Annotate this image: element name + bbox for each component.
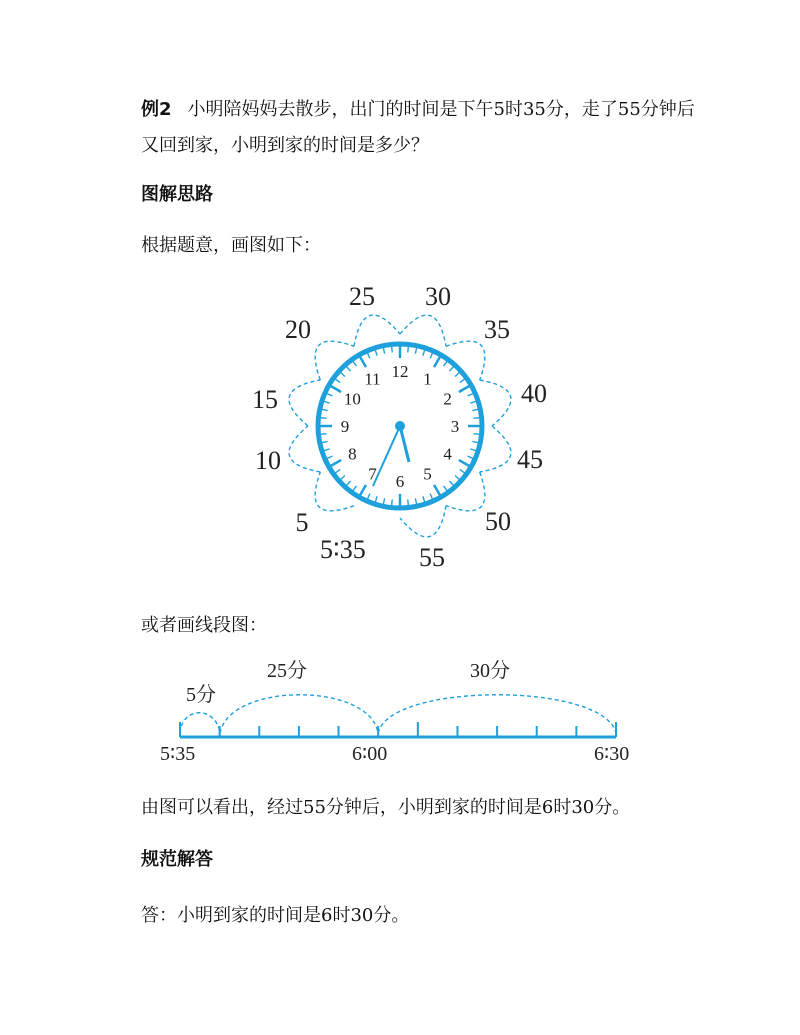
minor-tick [430, 494, 432, 499]
example-label: 例2 [141, 99, 172, 120]
minor-tick [392, 500, 393, 506]
minor-tick [474, 418, 480, 419]
minor-tick [383, 498, 384, 504]
minor-tick [460, 379, 465, 383]
section-title-standard-answer: 规范解答 [141, 849, 213, 870]
arc-5min [180, 713, 220, 733]
minute-arc [480, 426, 511, 472]
hour-number: 11 [364, 369, 381, 389]
hour-number: 8 [348, 444, 357, 464]
minor-tick [322, 441, 328, 442]
minute-arc [400, 506, 446, 537]
minor-tick [353, 361, 357, 366]
segment-diagram [160, 659, 629, 765]
minor-tick [346, 481, 350, 485]
major-tick [360, 357, 366, 367]
section-title-diagram-approach: 图解思路 [141, 184, 213, 205]
clock-center [395, 421, 405, 431]
minor-tick [320, 418, 326, 419]
minute-arc [289, 426, 320, 472]
timeline-ticks [180, 722, 616, 737]
minor-tick [335, 469, 340, 473]
minor-tick [375, 350, 377, 356]
minute-label: 55 [419, 543, 445, 572]
minor-tick [455, 372, 459, 376]
major-tick [331, 460, 341, 466]
hour-number: 9 [340, 417, 350, 436]
minute-label: 45 [517, 445, 543, 474]
hour-number: 6 [395, 472, 405, 491]
start-time-label: 5∶35 [320, 535, 366, 564]
clock-diagram [252, 282, 547, 572]
minor-tick [423, 350, 425, 356]
minor-tick [472, 409, 478, 410]
minor-tick [415, 348, 416, 354]
major-tick [459, 386, 469, 392]
minor-tick [430, 353, 432, 358]
hour-number: 5 [423, 464, 432, 484]
arc-label-5min: 5分 [186, 684, 216, 706]
answer-text: 答：小明到家的时间是6时30分。 [141, 905, 410, 926]
minor-tick [383, 348, 384, 354]
hour-number: 3 [450, 417, 460, 436]
hour-number: 12 [391, 362, 409, 381]
hour-number: 4 [443, 444, 452, 464]
major-tick [434, 357, 440, 367]
minute-arc [400, 315, 446, 346]
minor-tick [327, 456, 332, 458]
major-tick [331, 386, 341, 392]
arc-label-25min: 25分 [267, 660, 307, 682]
minor-tick [455, 476, 459, 480]
minute-label: 25 [349, 282, 375, 311]
hour-number: 7 [368, 464, 377, 484]
tick-label-535: 5∶35 [160, 743, 196, 765]
minute-label: 50 [485, 507, 511, 536]
hour-number: 1 [423, 369, 432, 389]
minute-label: 35 [484, 315, 510, 344]
minute-label: 40 [521, 379, 547, 408]
major-tick [360, 485, 366, 495]
minor-tick [423, 496, 425, 502]
hour-number: 2 [443, 389, 452, 409]
minor-tick [450, 481, 454, 485]
arc-label-30min: 30分 [470, 660, 510, 682]
minor-tick [443, 361, 447, 366]
minute-label: 10 [255, 446, 281, 475]
minor-tick [324, 449, 330, 451]
minor-tick [415, 498, 416, 504]
minor-tick [472, 441, 478, 442]
minute-label: 30 [425, 282, 451, 311]
tick-label-630: 6∶30 [594, 743, 630, 765]
minor-tick [324, 401, 330, 403]
minor-tick [408, 346, 409, 352]
minor-tick [335, 379, 340, 383]
alt-text: 或者画线段图： [141, 615, 267, 636]
minor-tick [460, 469, 465, 473]
minor-tick [470, 401, 476, 403]
intro-text: 根据题意，画图如下： [141, 235, 321, 256]
hour-number: 10 [343, 389, 361, 409]
minute-arc [480, 380, 511, 426]
minor-tick [327, 393, 332, 395]
minor-tick [367, 353, 369, 358]
minor-tick [367, 494, 369, 499]
minor-tick [450, 367, 454, 371]
minor-tick [392, 346, 393, 352]
minor-tick [320, 434, 326, 435]
conclusion-text: 由图可以看出，经过55分钟后，小明到家的时间是6时30分。 [141, 797, 631, 818]
minor-tick [470, 449, 476, 451]
minor-tick [443, 486, 447, 491]
minor-tick [468, 393, 473, 395]
major-tick [459, 460, 469, 466]
minor-tick [341, 372, 345, 376]
minor-tick [408, 500, 409, 506]
minute-arc [289, 380, 320, 426]
minute-label: 5 [295, 508, 309, 537]
minor-tick [346, 367, 350, 371]
minute-arc [354, 315, 400, 346]
hour-hand [400, 426, 409, 462]
example-text: 小明陪妈妈去散步，出门的时间是下午5时35分，走了55分钟后又回到家，小明到家的时间是多少？ [141, 99, 695, 156]
minute-label: 20 [285, 315, 311, 344]
minor-tick [375, 496, 377, 502]
minute-label: 15 [252, 385, 278, 414]
minor-tick [474, 434, 480, 435]
minor-tick [468, 456, 473, 458]
minor-tick [353, 486, 357, 491]
tick-label-600: 6∶00 [352, 743, 388, 765]
minor-tick [322, 409, 328, 410]
major-tick [434, 485, 440, 495]
minor-tick [341, 476, 345, 480]
